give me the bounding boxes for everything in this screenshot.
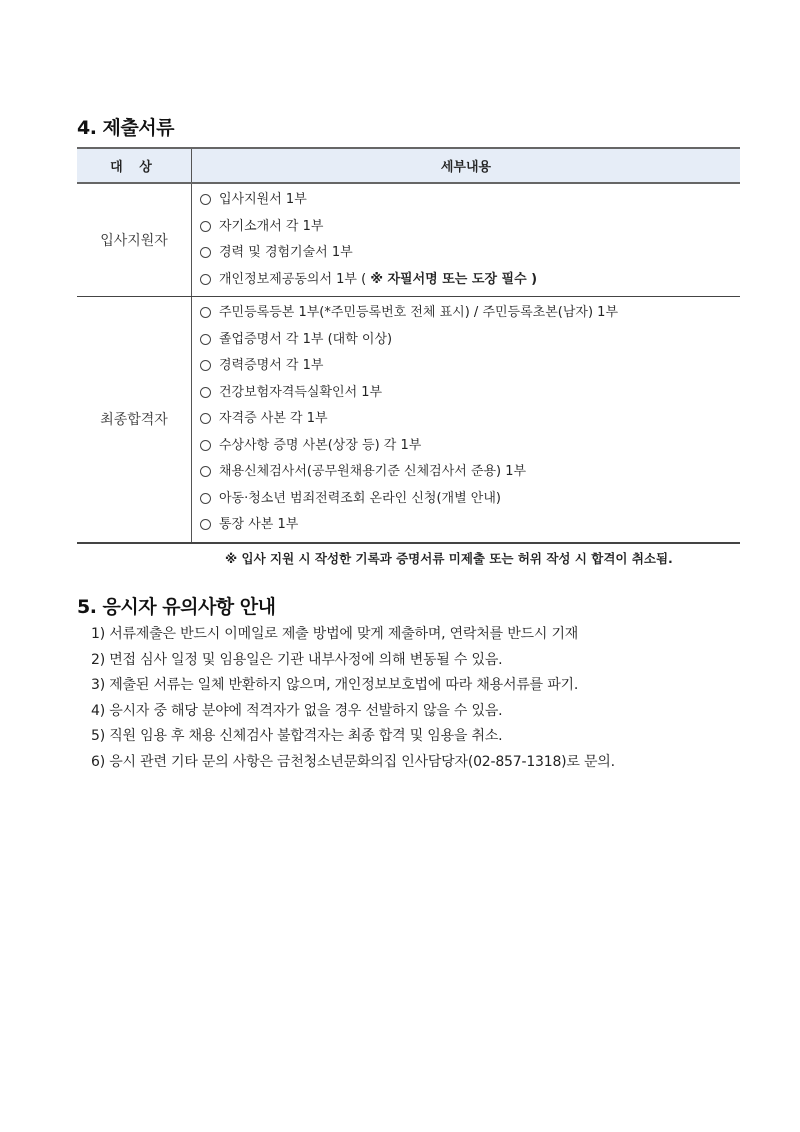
notice-item: 5) 직원 임용 후 채용 신체검사 불합격자는 최종 합격 및 임용을 취소. (91, 728, 503, 744)
list-item: 주민등록등본 1부(*주민등록번호 전체 표시) / 주민등록초본(남자) 1부 (200, 300, 740, 327)
list-item: 수상사항 증명 사본(상장 등) 각 1부 (200, 433, 740, 460)
list-item: 자격증 사본 각 1부 (200, 406, 740, 433)
details-final-passer (192, 297, 741, 543)
circle-bullet-icon (200, 274, 211, 285)
submission-documents-table (77, 147, 740, 544)
circle-bullet-icon (200, 334, 211, 345)
table-header-row (77, 148, 740, 183)
list-item: 건강보험자격득실확인서 1부 (200, 380, 740, 407)
header-target: 대 상 (77, 148, 192, 183)
circle-bullet-icon (200, 387, 211, 398)
notice-item: 1) 서류제출은 반드시 이메일로 제출 방법에 맞게 제출하며, 연락처를 반드시 기재 (91, 626, 579, 642)
target-final-passer: 최종합격자 (77, 297, 192, 543)
circle-bullet-icon (200, 360, 211, 371)
list-item: 채용신체검사서(공무원채용기준 신체검사서 준용) 1부 (200, 459, 740, 486)
notice-item: 2) 면접 심사 일정 및 임용일은 기관 내부사정에 의해 변동될 수 있음. (91, 651, 503, 668)
list-item: 경력 및 경험기술서 1부 (200, 240, 740, 267)
notice-item: 4) 응시자 중 해당 분야에 적격자가 없을 경우 선발하지 않을 수 있음. (91, 702, 503, 719)
notice-item: 3) 제출된 서류는 일체 반환하지 않으며, 개인정보보호법에 따라 채용서류를 파기. (91, 677, 579, 693)
table-row-applicant (77, 183, 740, 297)
circle-bullet-icon (200, 221, 211, 232)
list-item: 아동·청소년 범죄전력조회 온라인 신청(개별 안내) (200, 486, 740, 513)
list-item: 개인정보제공동의서 1부 ( ※ 자필서명 또는 도장 필수 ) (200, 267, 740, 294)
section-5-title: 5. 응시자 유의사항 안내 (77, 596, 276, 618)
list-item: 졸업증명서 각 1부 (대학 이상) (200, 327, 740, 354)
circle-bullet-icon (200, 519, 211, 530)
list-item: 통장 사본 1부 (200, 512, 740, 539)
list-item: 입사지원서 1부 (200, 187, 740, 214)
circle-bullet-icon (200, 440, 211, 451)
details-applicant (192, 183, 741, 297)
table-row-final-passer (77, 297, 740, 543)
section-4-title: 4. 제출서류 (77, 117, 174, 139)
target-applicant: 입사지원자 (77, 183, 192, 297)
list-item: 자기소개서 각 1부 (200, 214, 740, 241)
circle-bullet-icon (200, 493, 211, 504)
circle-bullet-icon (200, 413, 211, 424)
header-details: 세부내용 (192, 148, 741, 183)
signature-required-note: ※ 자필서명 또는 도장 필수 ) (370, 271, 538, 287)
circle-bullet-icon (200, 194, 211, 205)
cancellation-note: ※ 입사 지원 시 작성한 기록과 증명서류 미제출 또는 허위 작성 시 합격이 취소됨. (225, 551, 673, 566)
circle-bullet-icon (200, 247, 211, 258)
circle-bullet-icon (200, 466, 211, 477)
circle-bullet-icon (200, 307, 211, 318)
list-item: 경력증명서 각 1부 (200, 353, 740, 380)
applicant-notices-list (91, 622, 615, 775)
notice-item: 6) 응시 관련 기타 문의 사항은 금천청소년문화의집 인사담당자(02-857-1318)로 문의. (91, 753, 615, 770)
